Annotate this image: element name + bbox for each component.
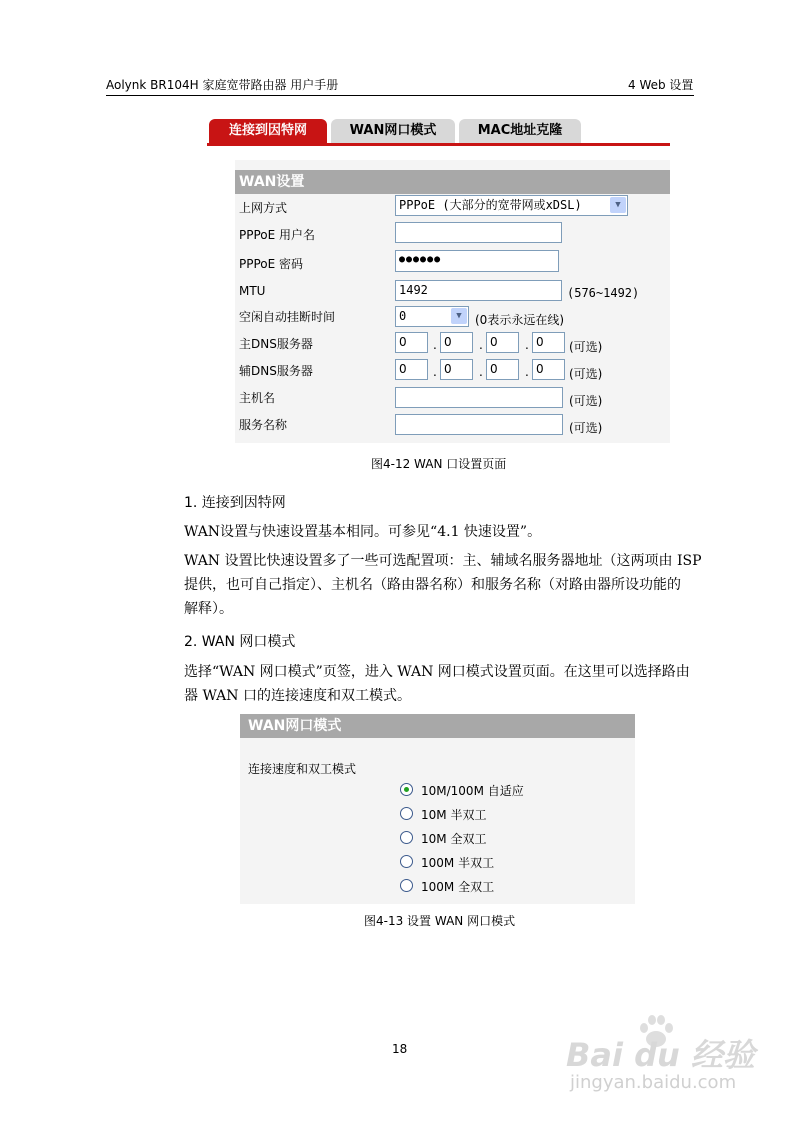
panel-title: WAN网口模式 — [240, 714, 635, 738]
secondary-dns-octet-4[interactable]: 0 — [532, 359, 565, 380]
primary-dns-octet-4[interactable]: 0 — [532, 332, 565, 353]
paragraph-line: 解释）。 — [184, 601, 233, 617]
primary-dns-octet-2[interactable]: 0 — [440, 332, 473, 353]
figure-caption: 图4-12 WAN 口设置页面 — [371, 457, 507, 471]
option-label: 10M 半双工 — [421, 808, 487, 822]
hostname-optional: (可选) — [569, 394, 603, 408]
ip-separator: . — [479, 338, 483, 352]
ip-separator: . — [433, 338, 437, 352]
wan-port-mode-panel — [240, 714, 635, 904]
section-heading: 2. WAN 网口模式 — [184, 634, 296, 650]
radio-selected-dot — [404, 787, 409, 792]
radio-10-full[interactable] — [400, 831, 413, 844]
wan-settings-panel — [235, 160, 670, 443]
mtu-range-hint: (576~1492) — [567, 286, 640, 300]
figure-caption: 图4-13 设置 WAN 网口模式 — [364, 914, 516, 928]
mtu-input[interactable]: 1492 — [395, 280, 562, 301]
primary-dns-label: 主DNS服务器 — [239, 337, 313, 351]
wan-tabs — [207, 117, 670, 145]
secondary-dns-octet-1[interactable]: 0 — [395, 359, 428, 380]
secondary-dns-octet-2[interactable]: 0 — [440, 359, 473, 380]
hostname-label: 主机名 — [239, 391, 276, 405]
secondary-dns-octet-3[interactable]: 0 — [486, 359, 519, 380]
tab-underline — [207, 143, 670, 146]
ip-separator: . — [525, 365, 529, 379]
access-mode-label: 上网方式 — [239, 201, 288, 215]
radio-100-full[interactable] — [400, 879, 413, 892]
tab-connect-internet[interactable]: 连接到因特网 — [209, 119, 327, 143]
page-number: 18 — [392, 1042, 408, 1056]
paragraph-line: 选择“WAN 网口模式”页签，进入 WAN 网口模式设置页面。在这里可以选择路由 — [184, 664, 690, 680]
radio-100-half[interactable] — [400, 855, 413, 868]
running-header-section: 4 Web 设置 — [628, 78, 694, 92]
panel-title: WAN设置 — [235, 170, 670, 194]
pppoe-password-input[interactable]: ●●●●●● — [395, 250, 559, 272]
access-mode-value: PPPoE (大部分的宽带网或xDSL) — [399, 198, 582, 212]
paragraph-line: WAN 设置比快速设置多了一些可选配置项：主、辅域名服务器地址（这两项由 ISP — [184, 553, 702, 569]
secondary-dns-label: 辅DNS服务器 — [239, 364, 313, 378]
primary-dns-octet-3[interactable]: 0 — [486, 332, 519, 353]
pppoe-password-label: PPPoE 密码 — [239, 257, 304, 271]
section-heading: 1. 连接到因特网 — [184, 495, 286, 511]
header-divider — [106, 95, 694, 96]
primary-dns-octet-1[interactable]: 0 — [395, 332, 428, 353]
paragraph-line: 器 WAN 口的连接速度和双工模式。 — [184, 688, 411, 704]
hostname-input[interactable] — [395, 387, 563, 408]
watermark-brand: Bai du 经验 — [566, 1036, 755, 1074]
paragraph-line: 提供，也可自己指定）、主机名（路由器名称）和服务名称（对路由器所设功能的 — [184, 577, 681, 593]
service-name-label: 服务名称 — [239, 418, 288, 432]
radio-10-half[interactable] — [400, 807, 413, 820]
ip-separator: . — [433, 365, 437, 379]
paragraph: WAN设置与快速设置基本相同。可参见“4.1 快速设置”。 — [184, 524, 542, 540]
service-name-optional: (可选) — [569, 421, 603, 435]
idle-timeout-hint: (0表示永远在线) — [475, 313, 564, 327]
tab-mac-clone[interactable]: MAC地址克隆 — [459, 119, 581, 143]
ip-separator: . — [479, 365, 483, 379]
option-label: 100M 半双工 — [421, 856, 495, 870]
service-name-input[interactable] — [395, 414, 563, 435]
pppoe-user-label: PPPoE 用户名 — [239, 228, 316, 242]
mtu-label: MTU — [239, 284, 266, 298]
running-header-title: Aolynk BR104H 家庭宽带路由器 用户手册 — [106, 78, 339, 92]
idle-timeout-value: 0 — [399, 309, 407, 323]
pppoe-user-input[interactable] — [395, 222, 562, 243]
option-label: 10M/100M 自适应 — [421, 784, 524, 798]
tab-wan-port-mode[interactable]: WAN网口模式 — [331, 119, 455, 143]
secondary-dns-optional: (可选) — [569, 367, 603, 381]
speed-duplex-label: 连接速度和双工模式 — [248, 762, 357, 776]
primary-dns-optional: (可选) — [569, 340, 603, 354]
idle-timeout-select[interactable] — [395, 306, 469, 327]
chevron-down-icon[interactable]: ▼ — [610, 197, 626, 213]
radio-10-100-auto[interactable] — [400, 783, 413, 796]
idle-timeout-label: 空闲自动挂断时间 — [239, 310, 336, 324]
ip-separator: . — [525, 338, 529, 352]
chevron-down-icon[interactable]: ▼ — [451, 308, 467, 324]
watermark-url: jingyan.baidu.com — [570, 1072, 737, 1093]
option-label: 100M 全双工 — [421, 880, 495, 894]
option-label: 10M 全双工 — [421, 832, 487, 846]
access-mode-select[interactable] — [395, 195, 628, 216]
